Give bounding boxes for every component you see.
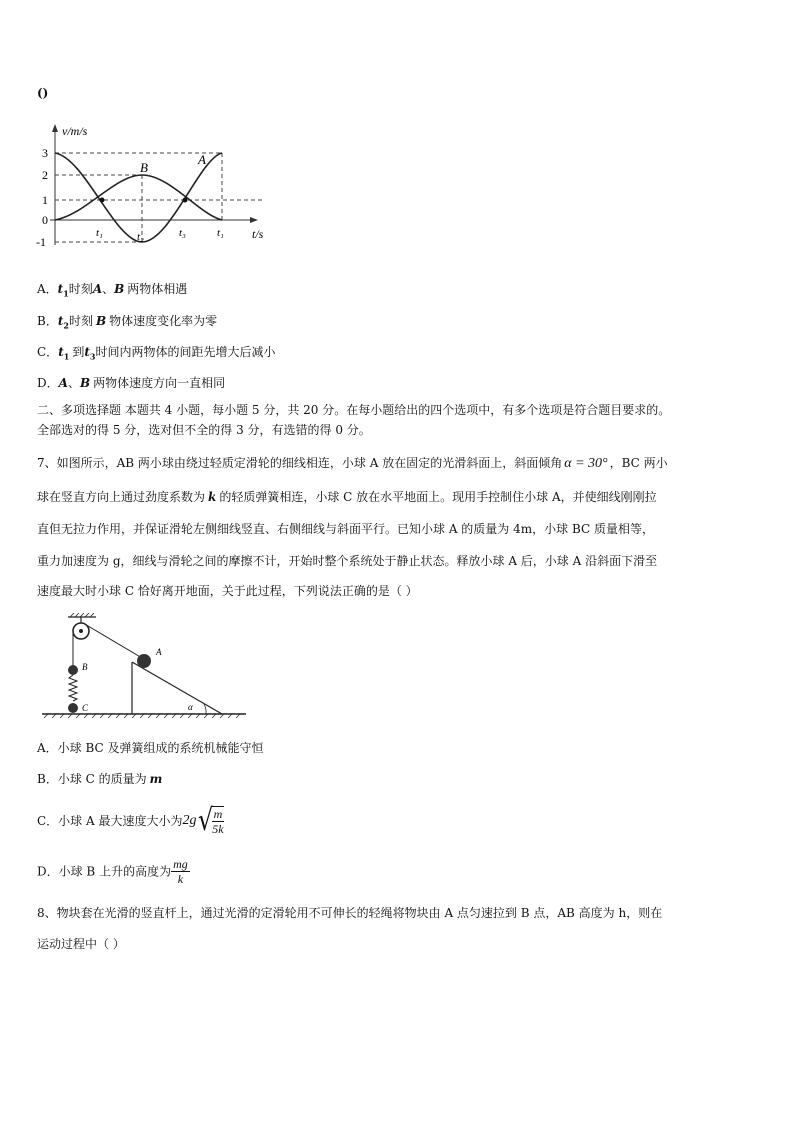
x-tick: t₁ — [96, 227, 103, 239]
label-c: C — [82, 703, 89, 713]
var-b: B — [114, 282, 125, 296]
ball-c — [68, 703, 78, 713]
x-tick: t₃ — [179, 227, 186, 239]
q7-option-c[interactable] — [37, 803, 224, 839]
q6-vt-graph — [30, 120, 280, 255]
text: C．小球 A 最大速度大小为 — [37, 814, 183, 828]
text: 两物体相遇 — [127, 282, 188, 296]
angle-value: α = 30° — [564, 456, 608, 471]
coefficient: 2g — [182, 813, 197, 828]
y-tick: 0 — [42, 213, 48, 227]
denominator: k — [177, 872, 184, 886]
sqrt-sign: √ — [198, 803, 214, 838]
q6-option-a[interactable] — [37, 281, 187, 301]
x-axis-label: t/s — [252, 227, 264, 241]
text: 球在竖直方向上通过劲度系数为 — [37, 490, 206, 504]
intersection-point — [100, 198, 105, 203]
y-tick: 3 — [42, 146, 48, 160]
q7-stem-line — [37, 489, 657, 505]
label-b: B — [82, 662, 88, 672]
q7-option-b[interactable] — [37, 771, 162, 787]
var-a: A — [58, 376, 68, 390]
ball-a — [137, 654, 151, 668]
q6-option-c[interactable] — [37, 344, 275, 364]
y-axis-arrow — [52, 124, 58, 132]
subscript: 2 — [63, 320, 69, 331]
q7-option-d[interactable] — [37, 857, 190, 886]
option-letter: B． — [37, 314, 58, 328]
q6-option-b[interactable] — [37, 313, 217, 333]
y-tick: 2 — [42, 168, 48, 182]
text: 7、如图所示，AB 两小球由绕过轻质定滑轮的细线相连，小球 A 放在固定的光滑斜面上，斜面倾角 — [37, 456, 563, 470]
text: 到 — [72, 345, 85, 359]
text: D．小球 B 上升的高度为 — [37, 864, 172, 879]
option-letter: D． — [37, 376, 59, 390]
text: 两物体速度方向一直相同 — [93, 376, 226, 390]
q7-stem-line: 重力加速度为 g，细线与滑轮之间的摩擦不计，开始时整个系统处于静止状态。释放小球 A 后，小球 A 沿斜面下滑至 — [37, 554, 658, 568]
var-b: B — [79, 376, 91, 390]
text: 时刻 — [68, 314, 93, 328]
var-t: t — [57, 282, 64, 296]
var-t: t — [57, 314, 64, 328]
q8-stem-line: 运动过程中（ ） — [37, 937, 125, 951]
x-axis-arrow — [250, 217, 258, 223]
q7-stem-line: 直但无拉力作用，并保证滑轮左侧细线竖直、右侧细线与斜面平行。已知小球 A 的质量为 4m，小球 BC 质量相等， — [37, 522, 654, 536]
curve-a — [55, 153, 222, 242]
fraction — [171, 857, 190, 886]
text: 时刻 — [68, 282, 93, 296]
var-t: t — [84, 345, 90, 359]
section-2-instructions: 二、多项选择题 本题共 4 小题，每小题 5 分，共 20 分。在每小题给出的四个选项中，有多个选项是符合题目要求的。 — [37, 403, 671, 417]
curve-b — [55, 175, 222, 220]
numerator: m — [213, 807, 223, 821]
q7-option-a[interactable]: A．小球 BC 及弹簧组成的系统机械能守恒 — [37, 741, 264, 755]
section-2-instructions: 全部选对的得 5 分，选对但不全的得 3 分，有选错的得 0 分。 — [37, 423, 371, 437]
text: ，BC 两小 — [609, 456, 668, 470]
y-tick: -1 — [36, 235, 46, 249]
x-tick: t₂ — [137, 231, 144, 243]
text: 时间内两物体的间距先增大后减小 — [95, 345, 276, 359]
spring — [69, 675, 77, 701]
var-k: k — [208, 490, 217, 504]
text: 的轻质弹簧相连，小球 C 放在水平地面上。现用手控制住小球 A，并使细线刚刚拉 — [219, 490, 657, 504]
y-axis-label: v/m/s — [62, 124, 88, 138]
var-t: t — [58, 345, 64, 359]
option-letter: C． — [37, 345, 59, 359]
intersection-point — [183, 198, 188, 203]
q6-answer-blank: () — [37, 86, 49, 100]
denominator: 5k — [212, 822, 224, 836]
curve-label-a: A — [198, 152, 206, 167]
q8-stem-line: 8、物块套在光滑的竖直杆上，通过光滑的定滑轮用不可伸长的轻绳将物块由 A 点匀速拉到 B 点，AB 高度为 h，则在 — [37, 906, 663, 920]
curve-label-b: B — [140, 160, 148, 175]
y-tick: 1 — [42, 193, 48, 207]
text: 、 — [67, 376, 80, 390]
q7-pulley-incline-figure — [38, 613, 253, 723]
label-alpha: α — [188, 702, 193, 712]
text: 物体速度变化率为零 — [109, 314, 218, 328]
var-a: A — [92, 282, 103, 296]
sqrt-fraction — [212, 806, 225, 836]
x-tick: t₁ — [217, 227, 224, 239]
var-b: B — [95, 314, 107, 328]
q6-option-d[interactable] — [37, 375, 225, 391]
text: B．小球 C 的质量为 — [37, 772, 147, 786]
option-letter: A． — [37, 282, 58, 296]
subscript: 1 — [63, 288, 69, 299]
var-m: m — [149, 772, 163, 786]
numerator: mg — [173, 857, 188, 871]
label-a: A — [156, 647, 162, 657]
subscript: 1 — [63, 351, 70, 362]
q7-stem-line: 速度最大时小球 C 恰好离开地面，关于此过程，下列说法正确的是（ ） — [37, 584, 418, 598]
q7-stem-line — [37, 455, 668, 472]
text: 、 — [102, 282, 115, 296]
ball-b — [68, 665, 78, 675]
subscript: 3 — [89, 351, 96, 362]
